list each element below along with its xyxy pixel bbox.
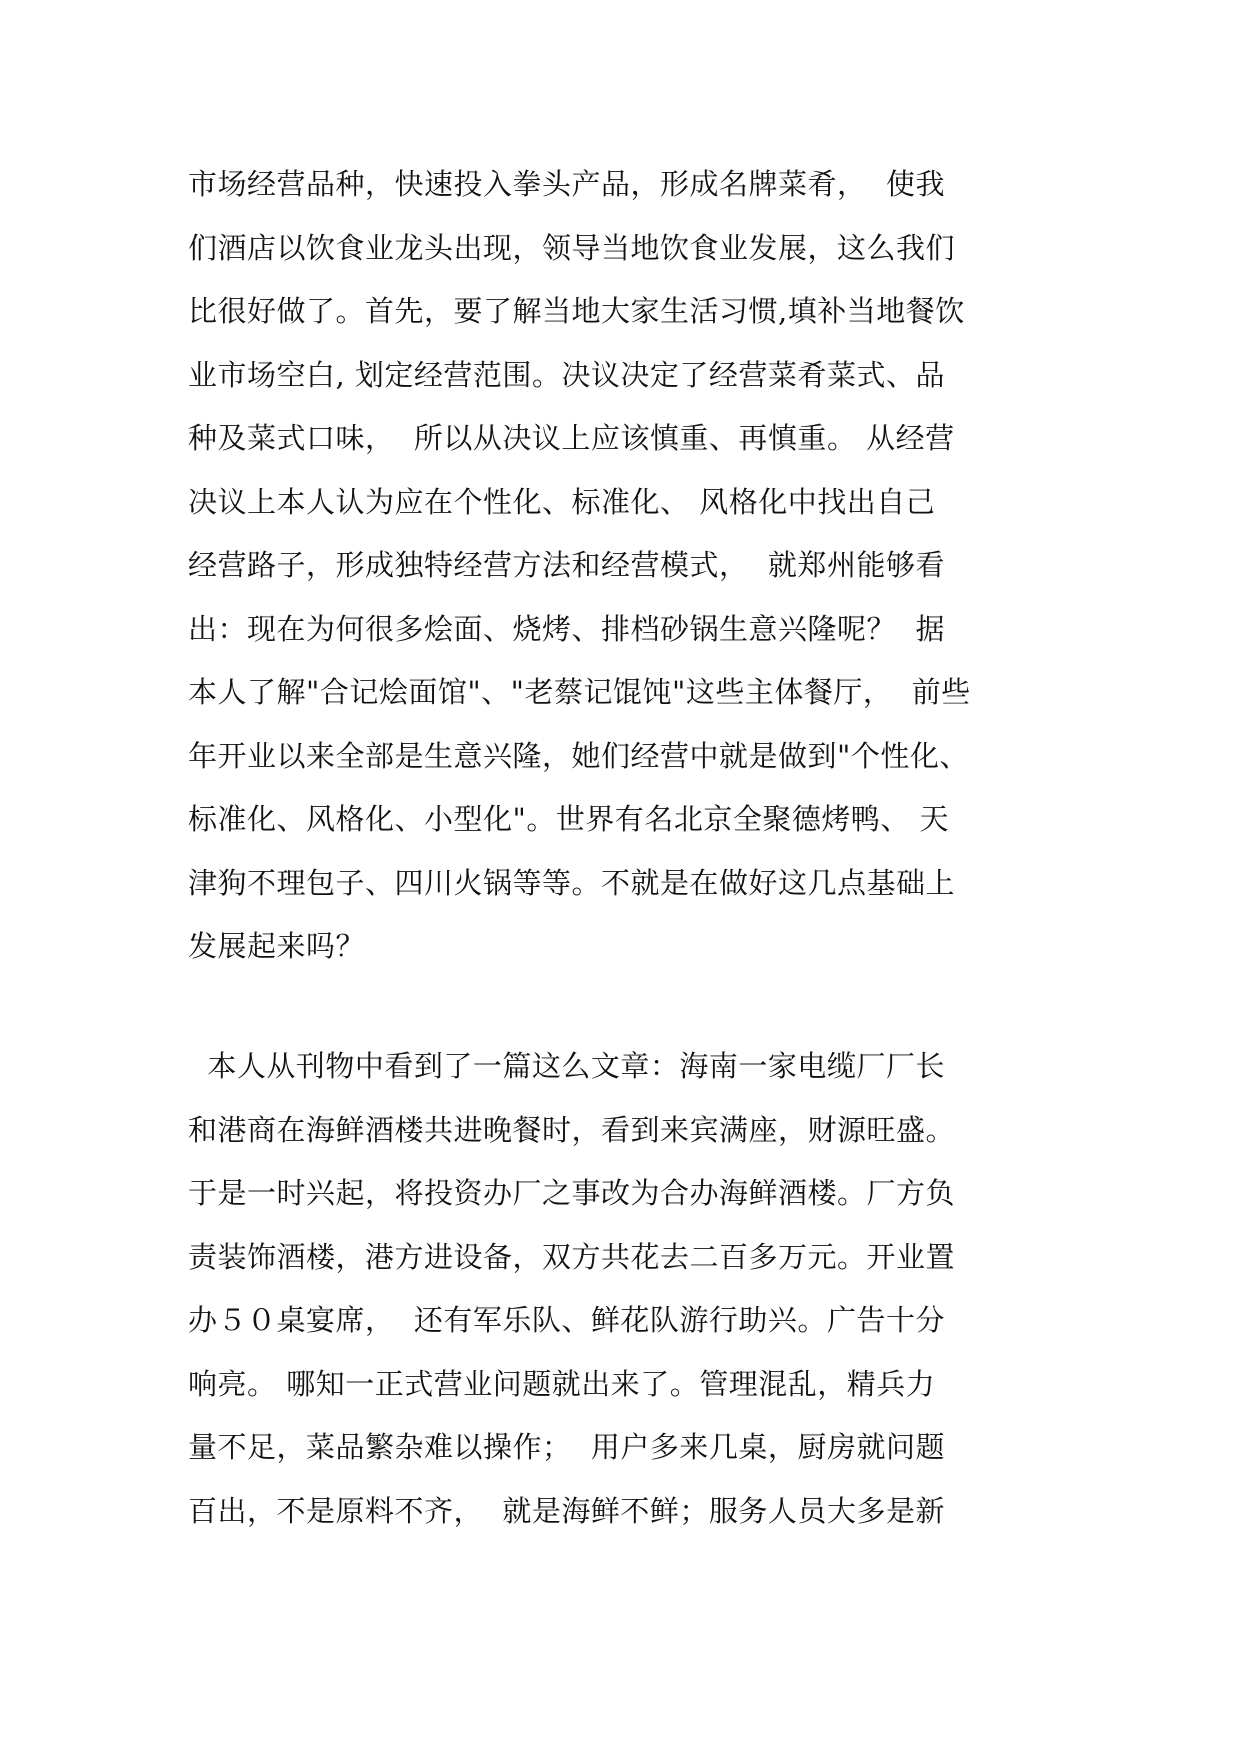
paragraph-2-line: 责装饰酒楼，港方进设备，双方共花去二百多万元。开业置 xyxy=(188,1239,956,1274)
paragraph-1-line: 市场经营品种，快速投入拳头产品，形成名牌菜肴， 使我 xyxy=(188,167,945,201)
paragraph-1-line: 决议上本人认为应在个性化、标准化、 风格化中找出自己 xyxy=(188,484,936,519)
paragraph-2-line: 响亮。 哪知一正式营业问题就出来了。管理混乱，精兵力 xyxy=(188,1366,936,1401)
paragraph-1-line: 们酒店以饮食业龙头出现，领导当地饮食业发展，这么我们 xyxy=(188,230,956,265)
paragraph-2-line: 于是一时兴起，将投资办厂之事改为合办海鲜酒楼。厂方负 xyxy=(188,1176,956,1210)
paragraph-1 xyxy=(188,153,1064,979)
paragraph-1-line: 标准化、风格化、小型化"。世界有名北京全聚德烤鸭、 天 xyxy=(188,802,950,836)
paragraph-1-line: 出：现在为何很多烩面、烧烤、排档砂锅生意兴隆呢？ 据 xyxy=(188,611,945,646)
paragraph-2 xyxy=(188,1035,1064,1543)
paragraph-2-line: 百出，不是原料不齐， 就是海鲜不鲜；服务人员大多是新 xyxy=(188,1493,945,1528)
paragraph-2-line: 本人从刊物中看到了一篇这么文章：海南一家电缆厂厂长 xyxy=(188,1049,945,1083)
paragraph-2-line: 量不足，菜品繁杂难以操作； 用户多来几桌，厨房就问题 xyxy=(188,1430,945,1464)
paragraph-1-line: 业市场空白, 划定经营范围。决议决定了经营菜肴菜式、品 xyxy=(188,357,945,392)
paragraph-1-line: 本人了解"合记烩面馆"、"老蔡记馄饨"这些主体餐厅， 前些 xyxy=(188,675,971,709)
paragraph-1-line: 比很好做了。首先，要了解当地大家生活习惯,填补当地餐饮 xyxy=(188,294,965,328)
paragraph-1-line: 年开业以来全部是生意兴隆，她们经营中就是做到"个性化、 xyxy=(188,738,969,773)
paragraph-1-line: 经营路子，形成独特经营方法和经营模式， 就郑州能够看 xyxy=(188,548,945,582)
paragraph-1-line: 种及菜式口味， 所以从决议上应该慎重、再慎重。 从经营 xyxy=(188,421,955,455)
paragraph-2-line: 和港商在海鲜酒楼共进晚餐时，看到来宾满座，财源旺盛。 xyxy=(188,1112,956,1147)
paragraph-1-line: 津狗不理包子、四川火锅等等。不就是在做好这几点基础上 xyxy=(188,865,956,900)
paragraph-1-line: 发展起来吗？ xyxy=(188,929,366,963)
paragraph-2-line: 办５０桌宴席， 还有军乐队、鲜花队游行助兴。广告十分 xyxy=(188,1303,945,1337)
